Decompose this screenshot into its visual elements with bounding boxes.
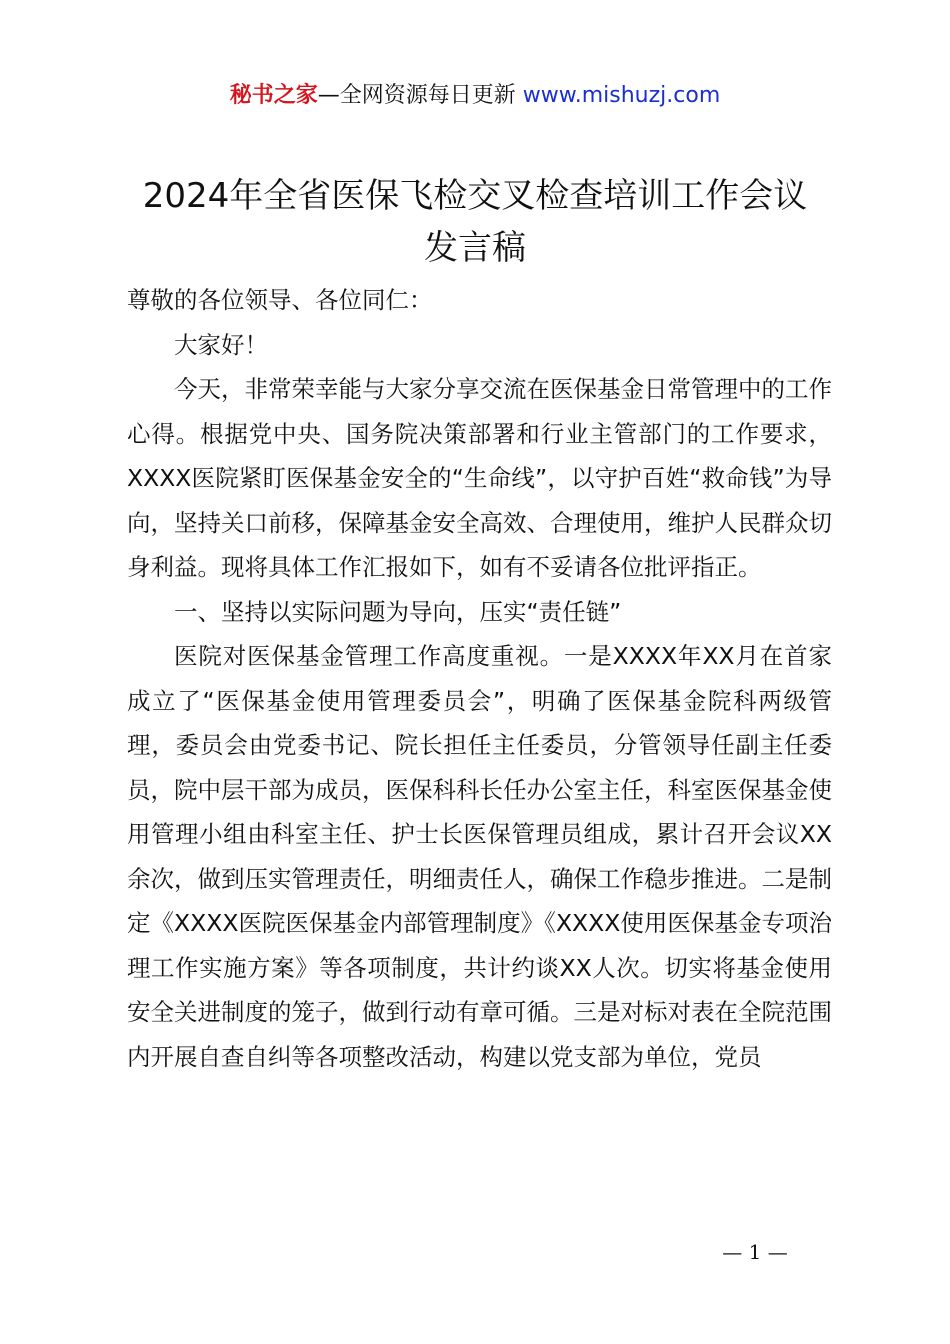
page-number: — 1 — bbox=[722, 1240, 788, 1264]
title-line-1: 2024年全省医保飞检交叉检查培训工作会议 bbox=[142, 176, 808, 216]
title-line-2: 发言稿 bbox=[424, 228, 526, 268]
document-body bbox=[127, 278, 832, 1079]
site-link[interactable]: www.mishuzj.com bbox=[522, 83, 721, 108]
document-title bbox=[100, 170, 850, 274]
header-tagline: —全网资源每日更新 bbox=[317, 83, 523, 108]
greeting: 大家好！ bbox=[174, 330, 268, 359]
paragraph-intro: 今天，非常荣幸能与大家分享交流在医保基金日常管理中的工作心得。根据党中央、国务院决策部署和行业主管部门的工作要求，XXXX医院紧盯医保基金安全的“生命线”，以守护百姓“救命钱”为导向，坚持关口前移，保障基金安全高效、合理使用，维护人民群众切身利益。现将具体工作汇报如下，如有不妥请各位批评指正。 bbox=[127, 375, 832, 581]
section-heading-1: 一、坚持以实际问题为导向，压实“责任链” bbox=[174, 597, 622, 626]
site-header bbox=[0, 80, 950, 112]
salutation: 尊敬的各位领导、各位同仁： bbox=[127, 286, 433, 314]
paragraph-section-1: 医院对医保基金管理工作高度重视。一是XXXX年XX月在首家成立了“医保基金使用管理委员会”，明确了医保基金院科两级管理，委员会由党委书记、院长担任主任委员，分管领导任副主任委员，院中层干部为成员，医保科科长任办公室主任，科室医保基金使用管理小组由科室主任、护士长医保管理员组成，累计召开会议XX余次，做到压实管理责任，明细责任人，确保工作稳步推进。二是制定《XXXX医院医保基金内部管理制度》《XXXX使用医保基金专项治理工作实施方案》等各项制度，共计约谈XX人次。切实将基金使用安全关进制度的笼子，做到行动有章可循。三是对标对表在全院范围内开展自查自纠等各项整改活动，构建以党支部为单位，党员 bbox=[127, 642, 832, 1071]
brand-name: 秘书之家 bbox=[229, 83, 318, 108]
